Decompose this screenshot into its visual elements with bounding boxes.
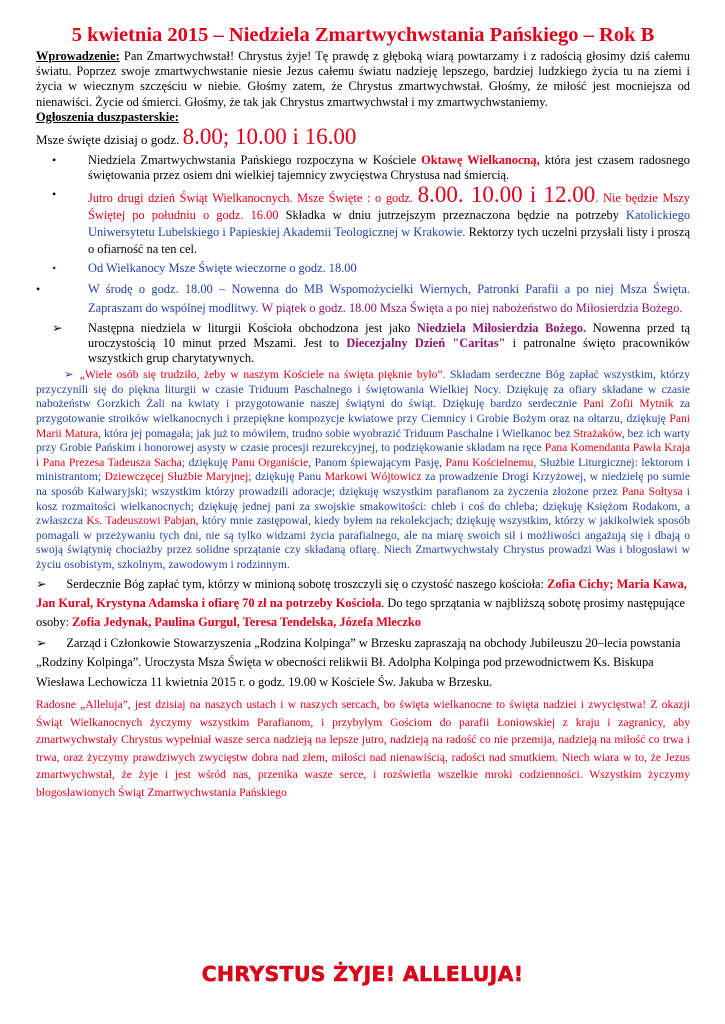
arrow-icon: ➢	[64, 368, 74, 382]
easter-monday-times: 8.00. 10.00 i 12.00	[417, 182, 596, 208]
cleaning-names-next: Zofia Jedynak, Paulina Gurgul, Teresa Tendelska, Józefa Mleczko	[72, 614, 421, 629]
arrow-icon: ➢	[52, 320, 63, 335]
masses-today-times: 8.00; 10.00 i 16.00	[182, 124, 357, 150]
list-item: • Jutro drugi dzień Świąt Wielkanocnych. Msze Święte : o godz. 8.00. 10.00 i 12.00. Nie będzie Mszy Świętej po południu o godz. 16.00 Składka w dniu jutrzejszym przeznaczona będzie na potrzeby Katolickiego Uniwersytetu Lubelskiego i Papieskiej Akademii Teologicznej w Krakowie. Rektorzy tych uczelni przysłali listy i proszą o ofiarność na ten cel.	[52, 182, 691, 257]
bullet-icon: •	[36, 281, 41, 296]
bullet-icon: •	[52, 187, 57, 202]
list-item: • W środę o godz. 18.00 – Nowenna do MB Wspomożycielki Wiernych, Patronki Parafii a po niej Msza Święta. Zapraszam do wspólnej modlitwy. W piątek o godz. 18.00 Msza Święta a po niej nabożeństwo do Miłosierdzia Bożego.	[36, 281, 690, 315]
bullet-icon: •	[52, 153, 57, 168]
bulletin-page	[36, 22, 690, 802]
octave-highlight: Oktawę Wielkanocną,	[421, 153, 540, 168]
page-title: 5 kwietnia 2015 – Niedziela Zmartwychwstania Pańskiego – Rok B	[71, 24, 655, 46]
masses-today-prefix: Msze święte dzisiaj o godz.	[36, 132, 183, 148]
arrow-icon: ➢	[36, 576, 47, 591]
kolping-paragraph: ➢ Zarząd i Członkowie Stowarzyszenia „Rodzina Kolpinga” w Brzesku zapraszają na obchody Jubileuszu 20–lecia powstania „Rodziny Kolpinga”. Uroczysta Msza Święta w obecności relikwii Bł. Adolpha Kolpinga pod przewodnictwem Ks. Biskupa Wiesława Lechowicza 11 kwietnia 2015 r. o godz. 19.00 w Kościele Św. Jakuba w Brzesku.	[36, 635, 681, 689]
divine-mercy-highlight: Niedziela Miłosierdzia Bożego.	[416, 320, 587, 335]
bullet-icon: •	[52, 261, 57, 276]
intro-label: Wprowadzenie:	[36, 49, 120, 63]
caritas-highlight: Diecezjalny Dzień "Caritas"	[346, 335, 506, 350]
closing-slogan: CHRYSTUS ŻYJE! ALLELUJA!	[201, 962, 524, 986]
list-item: • Niedziela Zmartwychwstania Pańskiego rozpoczyna w Kościele Oktawę Wielkanocną, która jest czasem radosnego świętowania przez osiem dni wielkiej tajemnicy zwycięstwa Chrystusa nad śmiercią.	[52, 153, 690, 183]
cleaning-names-last: Zofia Cichy; Maria Kawa, Jan Kural, Krystyna Adamska i ofiarę 70 zł na potrzeby Kościoła	[36, 576, 687, 610]
cleaning-paragraph: ➢ Serdecznie Bóg zapłać tym, którzy w minioną sobotę troszczyli się o czystość naszego kościoła: Zofia Cichy; Maria Kawa, Jan Kural, Krystyna Adamska i ofiarę 70 zł na potrzeby Kościoła. Do tego sprzątania w najbliższą sobotę prosimy następujące osoby: Zofia Jedynak, Paulina Gurgul, Teresa Tendelska, Józefa Mleczko	[36, 576, 687, 629]
intro-text: Pan Zmartwychwstał! Chrystus żyje! Tę prawdę z głęboką wiarą powtarzamy i z radością głosimy dziś całemu światu. Poprzez swoje zmartwychwstanie niesie Jezus całemu światu nadzieję lepszego, bardziej ludzkiego życia tu na ziemi i życia w wiecznym szczęściu w niebie. Głośmy zatem, że Chrystus zmartwychwstał. Głośmy, że miłość jest mocniejsza od nienawiści. Życie od śmierci. Głośmy, że tak jak Chrystus zmartwychwstał i my zmartwychwstaniemy.	[36, 49, 690, 109]
thanks-paragraph: ➢ „Wiele osób się trudziło, żeby w naszym Kościele na święta pięknie było”. Składam serdeczne Bóg zapłać wszystkim, którzy przyczynili się do piękna liturgii w czasie Triduum Paschalnego i świętowania Wielkiej Nocy. Dziękuję za ofiary składane w czasie nabożeństw Gorzkich Żali na kwiaty i przygotowanie naszej świątyni do świąt. Dziękuję bardzo serdecznie Pani Zofii Mytnik za przygotowanie stroików wielkanocnych i przepiękne kompozycje kwiatowe przy Ciemnicy i Grobie Bożym oraz na ołtarzu, dziękuję Pani Marii Matura, która jej pomagała; jak już to mówiłem, trudno sobie wyobrazić Triduum Paschalne i Wielkanoc bez Strażaków, bez ich warty przy Grobie Pańskim i honorowej asysty w czasie procesji rezurekcyjnej, to podziękowanie składam na ręce Pana Komendanta Pawła Kraja i Pana Prezesa Tadeusza Sacha; dziękuję Panu Organiście, Panom śpiewającym Pasję, Panu Kościelnemu, Służbie Liturgicznej: lektorom i ministrantom; Dziewczęcej Służbie Maryjnej; dziękuję Panu Markowi Wójtowicz za prowadzenie Drogi Krzyżowej, w niedzielę po sumie na sposób Kalwaryjski; wszystkim którzy prowadzili adoracje; dziękuję wszystkim parafianom za życzenia złożone przez Pana Sołtysa i kosz rozmaitości wielkanocnych; dziękuję jednej pani za swojskie smakowitości: chleb i coś do chleba; dziękuję Księżom Rodakom, a zwłaszcza Ks. Tadeuszowi Pabjan, który mnie zastępował, kiedy byłem na rekolekcjach; dziękuję wszystkim, którzy w jakikolwiek sposób pomagali w przeżywaniu tych dni, nie są tylko widzami życia parafialnego, ale na miarę swoich sił i możliwości angażują się i dbają o swoją świątynię chociażby przez solidne sprzątanie czy składaną ofiarę. Niech Zmartwychwstały Chrystus prowadzi Was i błogosławi w życiu osobistym, szkolnym, zawodowym i rodzinnym.	[36, 368, 691, 571]
intro-paragraph	[36, 49, 690, 110]
wishes-paragraph: Radosne „Alleluja”, jest dzisiaj na naszych ustach i w naszych sercach, bo święta wielkanocne to święta nadziei i zwycięstwa! Z okazji Świąt Wielkanocnych życzymy wszystkim Parafianom, i przybyłym Gościom do parafii Łoniowskiej z kraju i zagranicy, aby zmartwychwstały Chrystus wypełniał wasze serca nadzieją na lepsze jutro, nadzieją na radość co nie przemija, nadzieją na miłość co trwa i trwa, oraz życzymy prawdziwych zwycięstw dobra nad złem, miłości nad nienawiścią, radości nad smutkiem. Niech wiara w to, że Jezus zmartwychwstał, że żyje i jest wśród nas, przenika wasze serce, i rozświetla wszelkie mroki codzienności. Wszystkim życzymy błogosławionych Świąt Zmartwychwstania Pańskiego	[36, 698, 690, 800]
masses-today	[36, 126, 690, 151]
arrow-icon: ➢	[36, 635, 47, 650]
list-item: • Od Wielkanocy Msze Święte wieczorne o godz. 18.00	[52, 261, 357, 276]
announcements-heading: Ogłoszenia duszpasterskie:	[36, 109, 179, 124]
list-item: ➢ Następna niedziela w liturgii Kościoła obchodzona jest jako Niedziela Miłosierdzia Bożego. Nowenna przed tą uroczystością 10 minut przed Mszami. Jest to Diecezjalny Dzień "Caritas" i patronalne święto pracowników wszystkich grup charytatywnych.	[52, 320, 690, 366]
